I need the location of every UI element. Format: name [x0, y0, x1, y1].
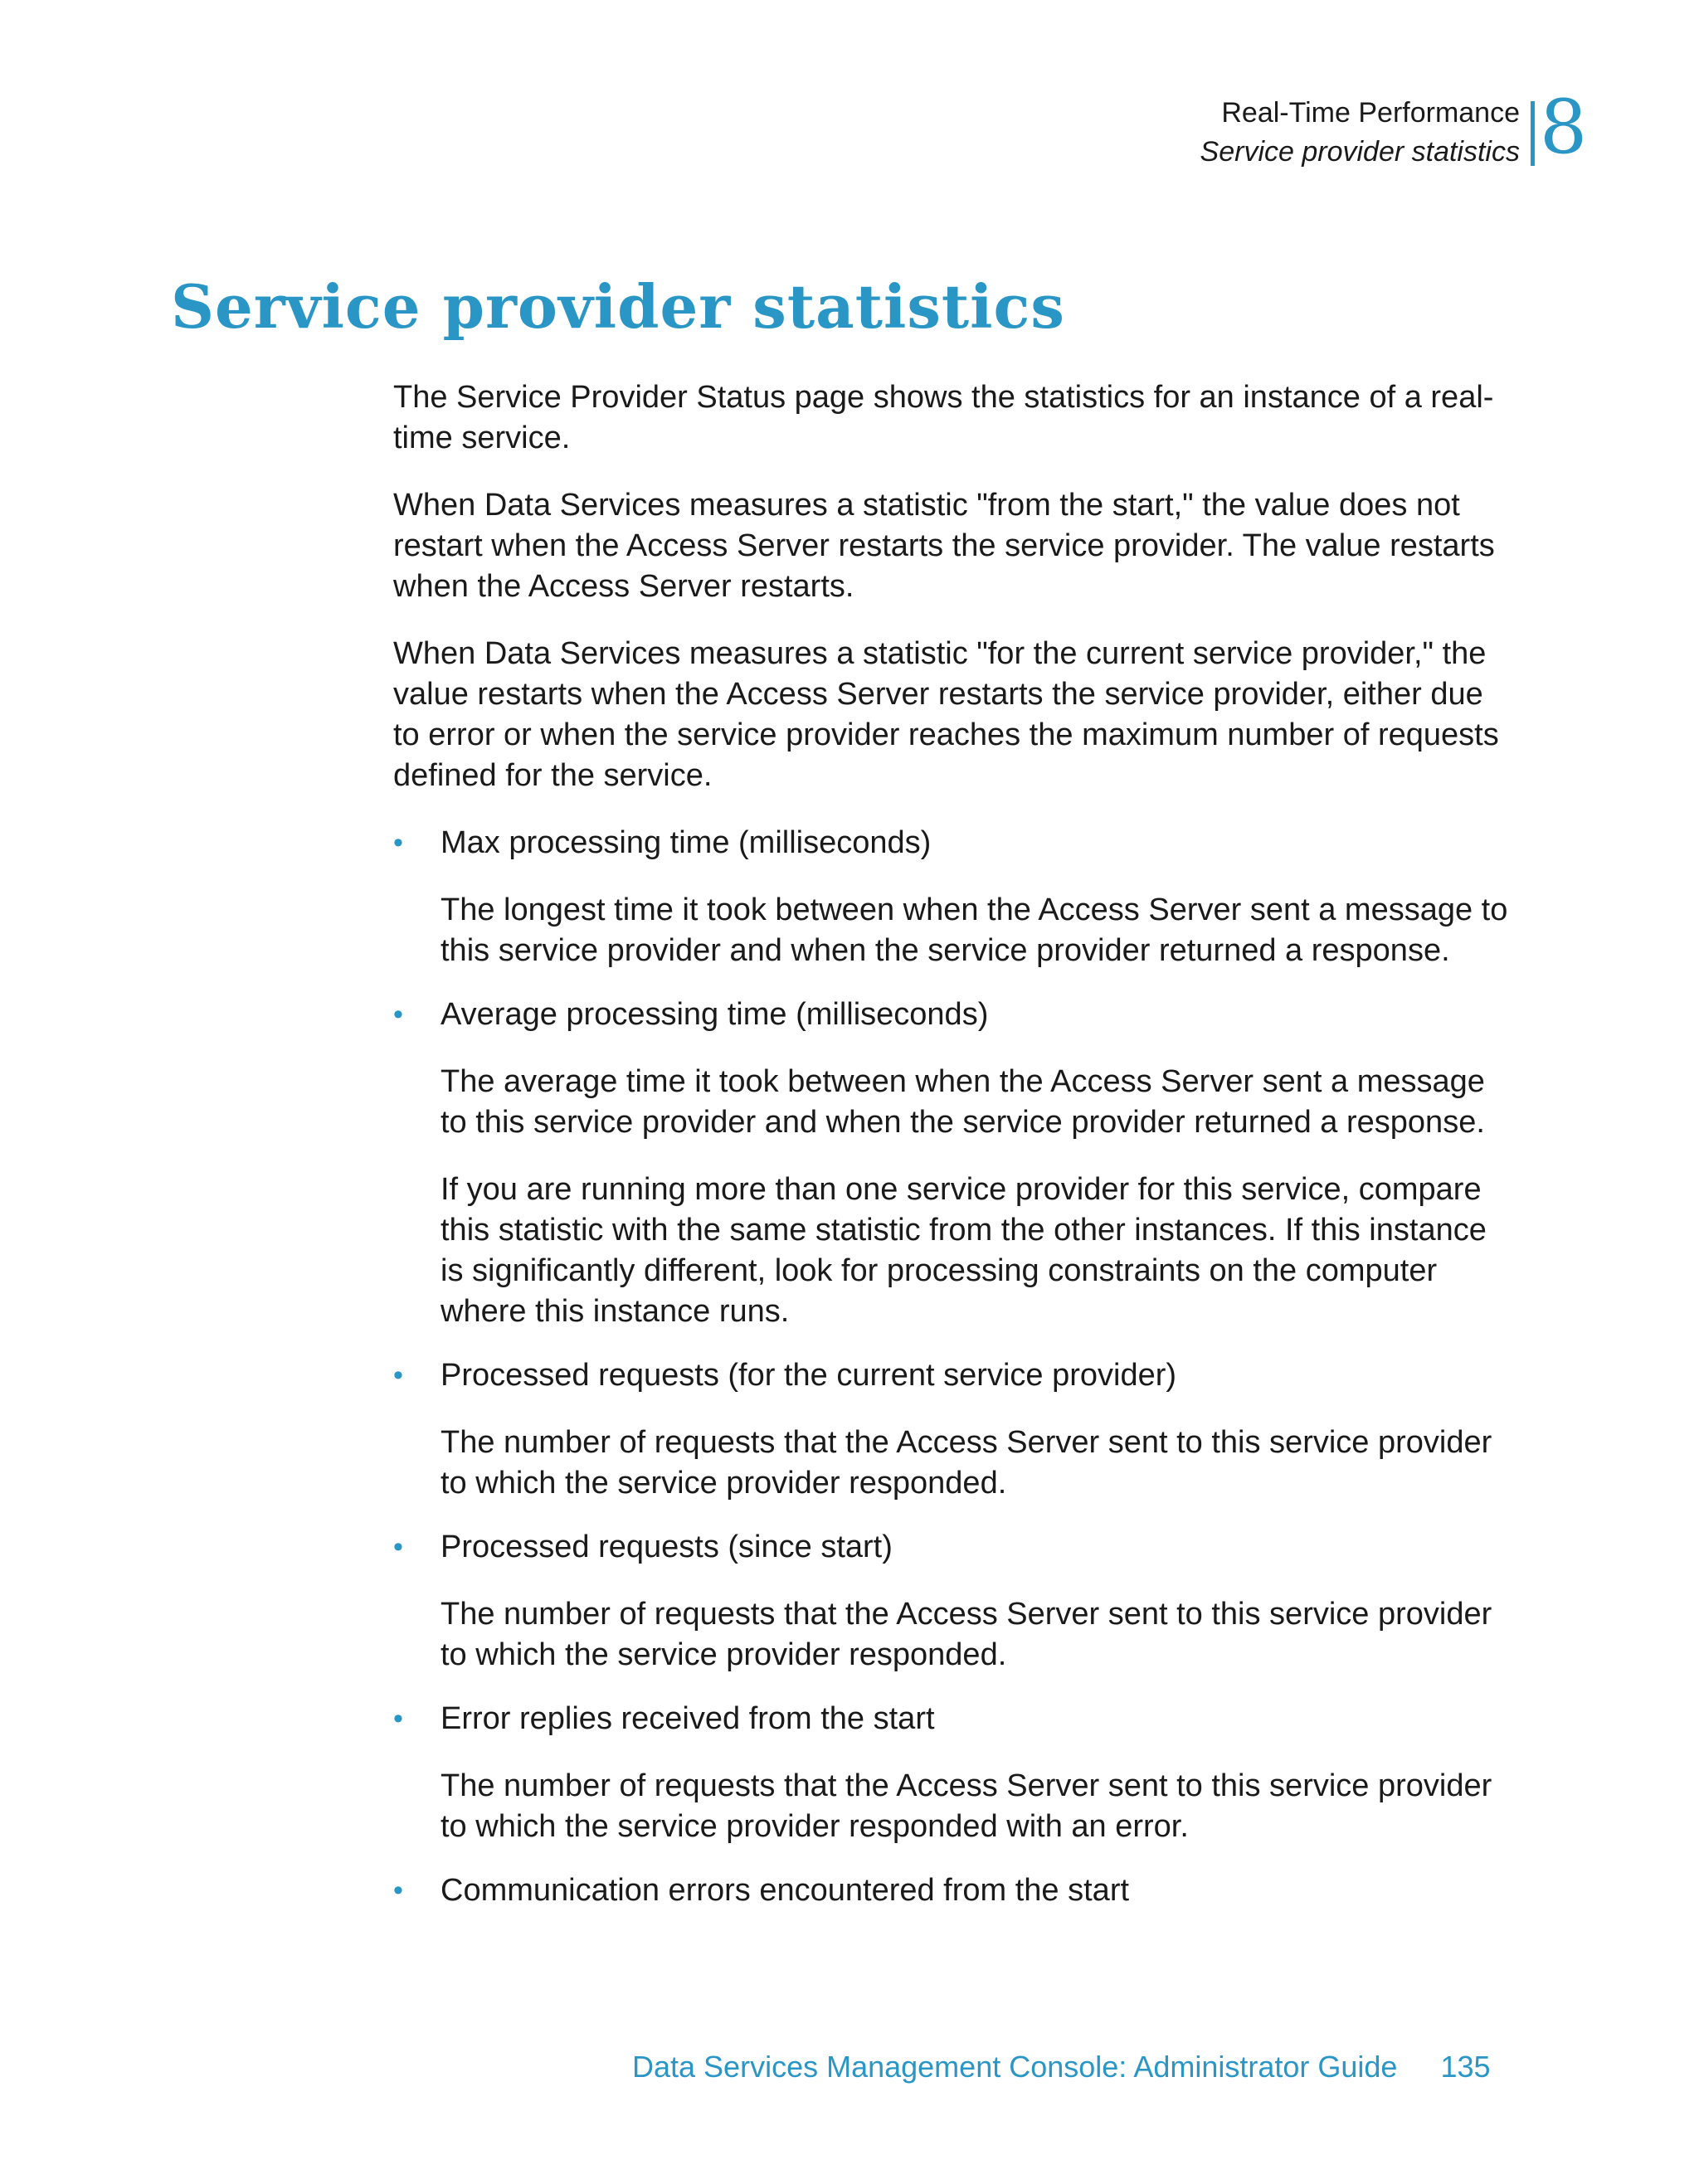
- statistic-description: If you are running more than one service provider for this service, compare this statistic with the same statistic from the other instances. If this instance is significantly different, look for processing constraints on the computer where this instance runs.: [441, 1172, 1487, 1329]
- statistic-label: Communication errors encountered from the start: [441, 1873, 1130, 1908]
- current-provider-paragraph: When Data Services measures a statistic "for the current service provider," the value restarts when the Access Server restarts the service provider, either due to error or when the service provider reaches the maximum number of requests defined for the service.: [393, 636, 1499, 793]
- bullet-icon: •: [393, 999, 403, 1030]
- section-title: Service provider statistics: [1200, 136, 1520, 168]
- statistic-label: Max processing time (milliseconds): [441, 825, 932, 860]
- bullet-icon: •: [393, 827, 403, 859]
- statistic-label: Processed requests (for the current service provider): [441, 1358, 1177, 1393]
- chapter-title: Real-Time Performance: [1221, 97, 1520, 129]
- chapter-divider: [1531, 101, 1535, 166]
- statistic-description: The longest time it took between when the Access Server sent a message to this service provider and when the service provider returned a response.: [441, 893, 1508, 968]
- bullet-icon: •: [393, 1703, 403, 1734]
- statistic-description: The number of requests that the Access Server sent to this service provider to which the service provider responded.: [441, 1597, 1492, 1672]
- page-body: [393, 377, 1513, 1938]
- bullet-icon: •: [393, 1875, 403, 1906]
- guide-title: Data Services Management Console: Administrator Guide: [632, 2050, 1398, 2084]
- intro-paragraph: The Service Provider Status page shows the statistics for an instance of a real-time service.: [393, 380, 1494, 455]
- statistic-description: The number of requests that the Access Server sent to this service provider to which the service provider responded.: [441, 1425, 1492, 1501]
- bullet-icon: •: [393, 1531, 403, 1563]
- bullet-icon: •: [393, 1360, 403, 1391]
- chapter-number: 8: [1540, 84, 1588, 171]
- list-item: [393, 995, 1513, 1332]
- list-item: [393, 1699, 1513, 1847]
- from-start-paragraph: When Data Services measures a statistic "from the start," the value does not restart when the Access Server restarts the service provider. The value restarts when the Access Server restarts.: [393, 488, 1495, 604]
- statistic-label: Processed requests (since start): [441, 1530, 893, 1564]
- page-number: 135: [1440, 2050, 1491, 2084]
- statistic-label: Average processing time (milliseconds): [441, 997, 989, 1032]
- running-header: [1200, 94, 1520, 172]
- statistic-description: The number of requests that the Access Server sent to this service provider to which the service provider responded with an error.: [441, 1768, 1492, 1844]
- list-item: [393, 1870, 1513, 1911]
- page-title: Service provider statistics: [171, 271, 1065, 342]
- list-item: [393, 1527, 1513, 1676]
- statistics-list: [393, 823, 1513, 1911]
- list-item: [393, 1355, 1513, 1504]
- statistic-description: The average time it took between when the Access Server sent a message to this service provider and when the service provider returned a response.: [441, 1064, 1485, 1140]
- page-footer: [632, 2049, 1491, 2085]
- list-item: [393, 823, 1513, 971]
- statistic-label: Error replies received from the start: [441, 1701, 935, 1736]
